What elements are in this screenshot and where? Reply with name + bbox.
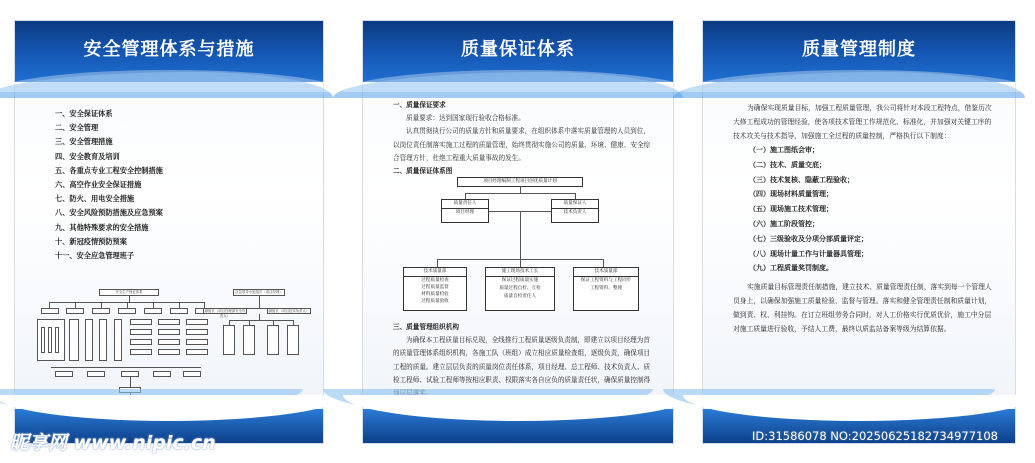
- org-label: 项目经理: [455, 210, 475, 215]
- org-label: 材料质量检验: [421, 292, 449, 297]
- chart-node: [158, 319, 180, 325]
- chart-node: [92, 308, 110, 314]
- chart-node: [69, 319, 79, 361]
- chart-node: [223, 325, 235, 355]
- chart-node: [41, 308, 59, 314]
- org-label: 保证工程资料与工程同步: [580, 278, 632, 283]
- list-item: 十、新冠疫情预防预案: [55, 236, 127, 246]
- chart-node: [158, 349, 180, 355]
- org-label: 质量保证人: [552, 200, 598, 209]
- system-rules-list: [733, 143, 995, 276]
- chart-node: [130, 349, 152, 355]
- chart-node: [158, 329, 180, 335]
- chart-node: [158, 339, 180, 345]
- board-title: 质量管理制度: [802, 39, 916, 60]
- board-header: [363, 21, 673, 85]
- list-item: （五）现场施工技术管理；: [749, 205, 833, 214]
- section-heading: 一、质量保证要求: [393, 101, 446, 109]
- section-heading: 三、质量管理组织机构: [393, 323, 459, 331]
- chart-right-root-box: 应急领导小组组长（项目经理）: [233, 289, 285, 296]
- org-label: 过程质量检查: [421, 278, 449, 283]
- board-header: [703, 21, 1015, 85]
- list-item: 六、高空作业安全保证措施: [55, 180, 142, 190]
- list-item: 三、安全管理措施: [55, 137, 113, 147]
- list-item: 九、其他特殊要求的安全措施: [55, 222, 149, 232]
- org-right-mid-box: [551, 199, 599, 223]
- chart-node: [55, 327, 59, 353]
- image-id-watermark: ID:31586078 NO:20250625182734977108: [752, 429, 998, 443]
- chart-node: [48, 327, 52, 353]
- org-label: 质量责任人: [442, 200, 488, 209]
- board-title: 质量保证体系: [461, 39, 575, 60]
- list-item: 一、安全保证体系: [55, 109, 113, 118]
- quality-section-1: [393, 99, 651, 178]
- section-paragraph: 认真贯彻执行公司的质量方针和质量要求，在组织体系中落实质量管理的人员到位，以岗位责任制落实施工过程的质量管理，始终贯彻实施公司的质量、环境、健康、安全综合管理方针，杜绝工程重大质量事故的发生。: [393, 127, 651, 162]
- site-watermark: 昵享网 www.nipic.cn: [10, 432, 216, 454]
- chart-node: [130, 319, 152, 325]
- chart-node: [267, 325, 279, 355]
- org-label: 过程质量监督: [421, 285, 449, 290]
- org-label: 质量过程自检、互检: [499, 286, 541, 291]
- chart-node: [130, 329, 152, 335]
- org-label: 过程质量验收: [421, 299, 449, 304]
- chart-node: [186, 349, 208, 355]
- chart-node: [186, 339, 208, 345]
- board-header: [15, 21, 323, 85]
- chart-node: [85, 319, 93, 361]
- org-left-mid-box: [441, 199, 489, 223]
- list-item: （六）施工阶段管控；: [749, 219, 819, 228]
- chart-node: [66, 308, 84, 314]
- org-branch-box: [485, 267, 555, 311]
- chart-node: [153, 371, 171, 377]
- chart-node: [144, 308, 162, 314]
- list-item: 二、安全管理: [55, 123, 99, 133]
- intro-paragraph: 为确保实现质量目标，加强工程质量管理，我公司将针对本段工程特点，借鉴历次大修工程成功的管理经验，使各项技术管理工作规范化、标准化，并加强对关键工序的技术攻关与技术指导，加强施工全过程的质量控制，严格执行以下制度：: [733, 104, 992, 140]
- org-label: 施工现场技术工长: [486, 268, 554, 277]
- list-item: 八、安全风险预防措施及应急预案: [55, 208, 163, 218]
- chart-node: [99, 319, 107, 361]
- list-item: （九）工程质量奖罚制度。: [749, 264, 833, 273]
- list-item: 五、各重点专业工程安全控制措施: [55, 165, 163, 175]
- chart-root-box: 安全生产保证体系: [99, 289, 159, 296]
- outro-paragraph: 实施质量目标管理责任制措施，建立技术、质量管理责任制，落实到每一个管理人员身上，以确保加强施工质量检验、监督与管理。落实和健全管理责任制和质量计划，做到责、权、利挂钩。在订立班组劳务合同时，对人工价格实行优质优价，施工中分层对施工质量进行验收，予结人工费，最终以质监站备案等级为结算依据。: [733, 283, 992, 334]
- chart-right-sub2-box: 副组长（项目技术负责人）: [268, 309, 310, 313]
- chart-node: [118, 308, 136, 314]
- chart-node: [55, 371, 73, 377]
- section-paragraph: 为确保本工程质量目标兑现，全线推行工程质量逐级负责制，即建立以项目经理为首的质量管理体系组织机构，各施工队（班组）成立相应质量检查组，逐级负责，确保项目工程的质量。建立层层负责的质量岗位责任体系，项目经理、总工程师、技术负责人、质检工程师、试验工程师等按相应职责、权限落实各自应负的质量责任状，确保质量控制得: [393, 336, 651, 384]
- list-item: （三）技术复核、隐蔽工程验收；: [749, 175, 854, 184]
- org-label: 技术质量部: [404, 268, 466, 277]
- chart-node: [186, 319, 208, 325]
- list-item: （八）现场计量工作与计量器具管理；: [749, 249, 868, 258]
- org-label: 保证过程质量实施: [501, 278, 539, 283]
- list-item: （四）现场材料质量管理；: [749, 190, 833, 199]
- chart-node: [41, 327, 45, 353]
- list-item: 七、防火、用电安全措施: [55, 194, 135, 204]
- quality-system-board: [702, 20, 1016, 444]
- chart-node: [287, 325, 299, 355]
- chart-node: [243, 325, 255, 355]
- org-branch-box: [573, 267, 639, 311]
- org-branch-box: [403, 267, 467, 311]
- list-item: 四、安全教育及培训: [55, 151, 120, 161]
- org-label: 质量自检责任人: [503, 294, 537, 299]
- safety-board: [14, 20, 324, 444]
- chart-node: [87, 371, 105, 377]
- chart-node: [114, 319, 122, 361]
- list-item: 十一、安全应急管理班子: [55, 251, 135, 261]
- quality-assurance-board: [362, 20, 674, 444]
- org-top-box: 项目经理编制工程项目创优质量计划: [457, 177, 583, 187]
- list-item: （一）施工图纸会审；: [749, 146, 819, 154]
- chart-node: [186, 329, 208, 335]
- chart-right-sub1-box: 副组长（项目经理部安全负责人）: [204, 309, 246, 318]
- org-label: 工程资料、整理: [589, 286, 623, 291]
- system-content: [733, 101, 995, 336]
- chart-node: [183, 371, 201, 377]
- org-label: 技术质量部: [574, 268, 638, 277]
- board-footer: [363, 409, 673, 443]
- board-title: 安全管理体系与措施: [83, 39, 255, 60]
- safety-contents-list: [55, 107, 163, 263]
- chart-node: [170, 308, 188, 314]
- quality-org-chart: [421, 177, 632, 311]
- section-text: 质量要求：达到国家现行验收合格标准。: [406, 114, 525, 123]
- list-item: （二）技术、质量交底；: [749, 160, 826, 169]
- list-item: （七）三级验收及分项分部质量评定；: [749, 234, 868, 243]
- section-heading: 二、质量保证体系图: [393, 167, 453, 176]
- org-label: 技术负责人: [563, 210, 587, 215]
- chart-node: [130, 339, 152, 345]
